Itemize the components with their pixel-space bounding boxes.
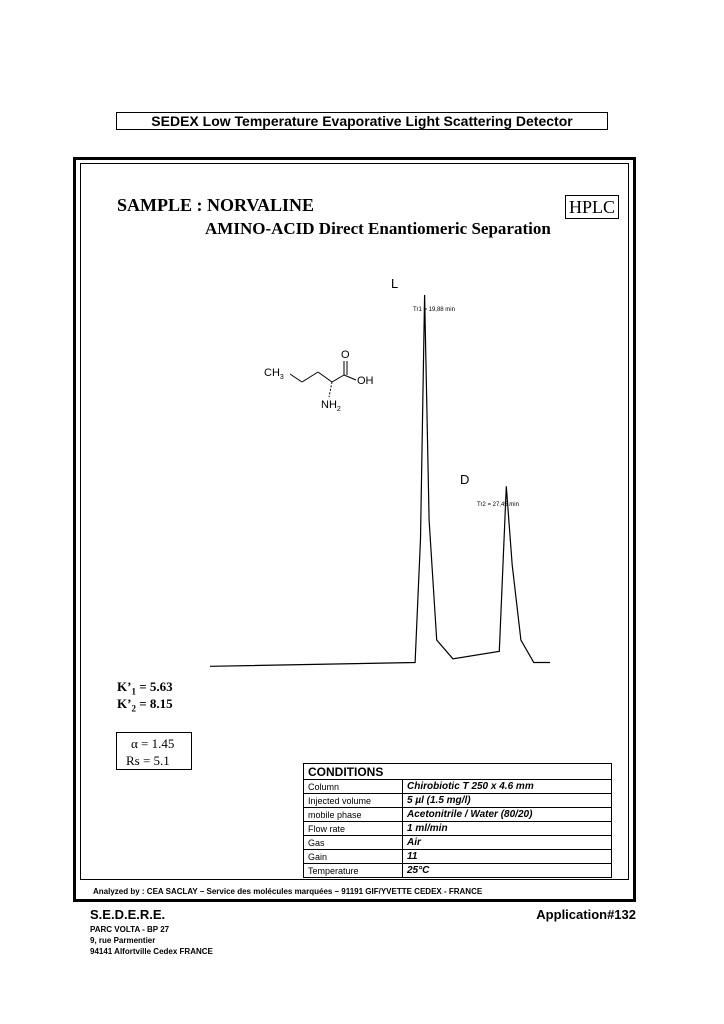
condition-key: Temperature (304, 864, 403, 878)
table-row (304, 822, 612, 836)
table-row (304, 864, 612, 878)
condition-key: Flow rate (304, 822, 403, 836)
nh-main: NH (321, 399, 337, 411)
sample-title: SAMPLE : NORVALINE (117, 195, 315, 215)
conditions-header: CONDITIONS (304, 764, 612, 780)
conditions-header-row (304, 764, 612, 780)
header-title: SEDEX Low Temperature Evaporative Light Scattering Detector (151, 113, 573, 129)
condition-key: Gas (304, 836, 403, 850)
address-line-1: PARC VOLTA - BP 27 (90, 925, 170, 934)
k-prime-2: $K’_2 = 8.15$ (117, 696, 173, 714)
condition-key: Gain (304, 850, 403, 864)
header-title-box (116, 112, 608, 130)
condition-value: 5 µl (1.5 mg/l) (403, 794, 612, 808)
table-row (304, 850, 612, 864)
condition-value: 11 (403, 850, 612, 864)
condition-key: Injected volume (304, 794, 403, 808)
table-row (304, 836, 612, 850)
peak-d-retention: Tr2 = 27,45 min (477, 502, 519, 508)
peak-l-label: L (391, 276, 399, 291)
alpha-value: α = 1.45 (131, 736, 175, 751)
condition-key: Column (304, 780, 403, 794)
sample-subtitle: AMINO-ACID Direct Enantiomeric Separation (205, 219, 551, 238)
table-row (304, 780, 612, 794)
oxygen-label: O (341, 349, 350, 361)
table-row (304, 808, 612, 822)
ch3-main: CH (264, 367, 280, 379)
condition-value: Chirobiotic T 250 x 4.6 mm (403, 780, 612, 794)
nh-sub: 2 (336, 406, 341, 413)
chromatogram-trace (210, 295, 550, 666)
chromatogram (200, 270, 560, 690)
rs-value: Rs = 5.1 (126, 753, 170, 768)
address-line-3: 94141 Alfortville Cedex FRANCE (90, 947, 213, 956)
table-row (304, 794, 612, 808)
application-number: Application#132 (536, 907, 636, 922)
condition-value: 25°C (403, 864, 612, 878)
address-line-2: 9, rue Parmentier (90, 936, 156, 945)
k-prime-1: $K’_1 = 5.63$ (117, 679, 173, 697)
ch3-sub: 3 (279, 374, 284, 381)
selectivity-box (116, 732, 192, 770)
analyzed-by: Analyzed by : CEA SACLAY – Service des molécules marquées – 91191 GIF/YVETTE CEDEX - FRANCE (93, 887, 483, 896)
condition-value: Acetonitrile / Water (80/20) (403, 808, 612, 822)
peak-d-label: D (460, 472, 470, 487)
condition-key: mobile phase (304, 808, 403, 822)
condition-value: Air (403, 836, 612, 850)
peak-l-retention: Tr1 = 19,88 min (413, 307, 455, 313)
conditions-table (303, 763, 612, 878)
hplc-badge: HPLC (565, 195, 619, 219)
oh-label: OH (357, 375, 374, 387)
company-name: S.E.D.E.R.E. (90, 907, 166, 922)
condition-value: 1 ml/min (403, 822, 612, 836)
